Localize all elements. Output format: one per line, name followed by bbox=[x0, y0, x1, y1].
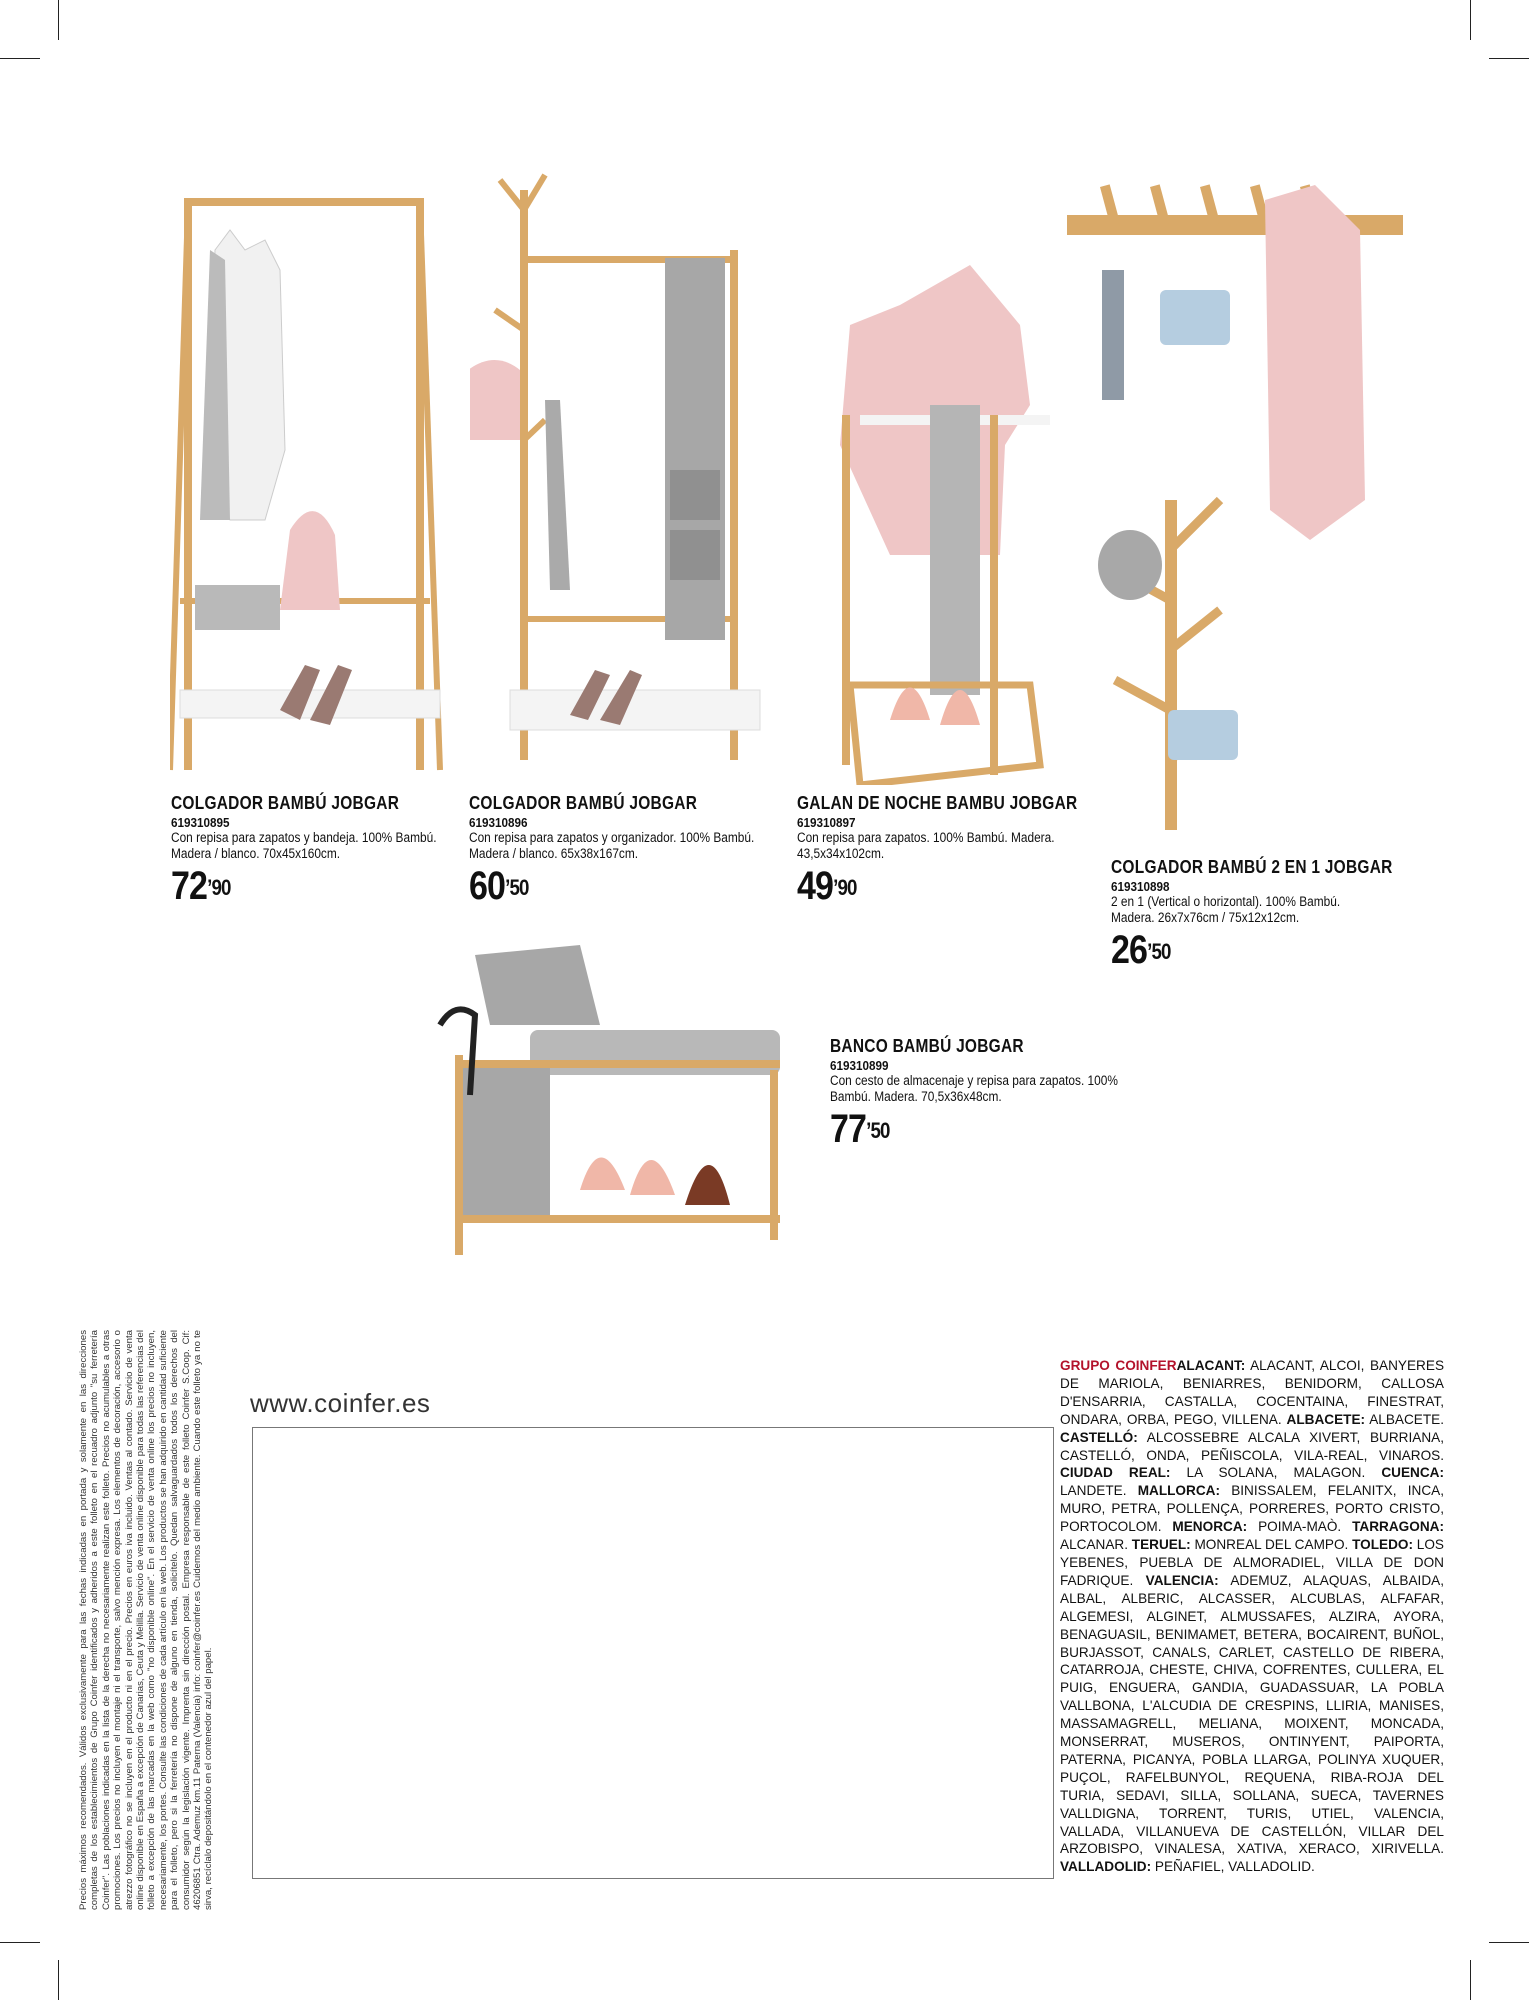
price-integer: 60 bbox=[469, 864, 506, 908]
region-label: CUENCA: bbox=[1381, 1465, 1445, 1481]
region-towns: LOS YEBENES, PUEBLA DE ALMORADIEL, VILLA DE DON FADRIQUE. bbox=[1060, 1537, 1444, 1588]
product-title: GALAN DE NOCHE BAMBU JOBGAR bbox=[797, 793, 1078, 813]
product-code: 619310895 bbox=[171, 815, 230, 830]
product-card-2 bbox=[469, 793, 769, 906]
store-locations-list bbox=[1060, 1357, 1444, 1876]
region-towns: ALACANT, ALCOI, BANYERES DE MARIOLA, BENIARRES, BENIDORM, CALLOSA D'ENSARRIA, CASTALLA, COCENTAINA, FINESTRAT, ONDARA, ORBA, PEGO, VILLENA. bbox=[1060, 1358, 1445, 1427]
region-label: VALLADOLID: bbox=[1060, 1859, 1152, 1875]
region-label: CIUDAD REAL: bbox=[1060, 1465, 1171, 1481]
region-towns: LANDETE. bbox=[1060, 1483, 1138, 1499]
crop-mark bbox=[1489, 58, 1529, 59]
product-description: Con repisa para zapatos y bandeja. 100% Bambú. Madera / blanco. 70x45x160cm. bbox=[171, 830, 437, 861]
crop-mark bbox=[1470, 0, 1471, 40]
crop-mark bbox=[1470, 1960, 1471, 2000]
product-image-bench bbox=[430, 945, 790, 1290]
product-code: 619310896 bbox=[469, 815, 528, 830]
product-image-organizer-rack bbox=[470, 170, 770, 780]
product-card-4 bbox=[1111, 857, 1411, 970]
price-integer: 72 bbox=[171, 864, 208, 908]
region-label: VALENCIA: bbox=[1145, 1572, 1219, 1588]
product-code: 619310899 bbox=[830, 1058, 889, 1073]
product-price bbox=[797, 866, 1052, 906]
region-label: TOLEDO: bbox=[1352, 1537, 1414, 1553]
region-label: ALACANT: bbox=[1176, 1358, 1246, 1373]
product-title: BANCO BAMBÚ JOBGAR bbox=[830, 1036, 1024, 1056]
product-card-1 bbox=[171, 793, 471, 906]
product-price bbox=[830, 1109, 1085, 1149]
price-decimal: ’50 bbox=[1147, 939, 1171, 964]
region-label: TARRAGONA: bbox=[1352, 1519, 1444, 1535]
legal-notice: Precios máximos recomendados. Válidos exclusivamente para las fechas indicadas en portada y solamente en las direcciones completas de los establecimientos de Grupo Coinfer identificados y adheridos a este folleto en el recuadro adjunto "su ferretería Coinfer". Las poblaciones indicadas en la lista de la derecha no necesariamente realizan este folleto. Precios no acumulables a otras promociones. Los precios no incluyen el montaje ni el transporte, salvo mención expresa. Los elementos de decoración, accesorio o atrezzo fotográfico no se incluyen en el producto ni en el precio. Precios en euros iva incluido. Ventas al contado. Servicio de venta online disponible en España a excepción de Canarias, Ceuta y Melilla. Servicio de venta online disponible para todas las referencias del folleto a excepción de las marcadas en la web como "no disponible online". En el servicio de venta online los precios no incluyen, necesariamente, los portes. Consulte las condiciones de cada artículo en la web. Los productos se han adquirido en cantidad suficiente para el folleto, pero si la ferretería no dispone de alguno en tienda, solicítelo. Quedan salvaguardados todos los derechos del consumidor según la legislación vigente. Imprenta sin dirección postal. Empresa responsable de este folleto Coinfer S.Coop. Cif: 46206851 Ctra. Ademuz km.11 Paterna (Valencia) info: coinfer@coinfer.es Cuidemos del medio ambiente. Cuando este folleto ya no te sirva, recíclalo depositándolo en el contenedor azul del papel. bbox=[78, 1330, 215, 1910]
crop-mark bbox=[58, 1960, 59, 2000]
region-label: MALLORCA: bbox=[1137, 1483, 1220, 1499]
crop-mark bbox=[0, 1942, 40, 1943]
region-towns: ALCOSSEBRE ALCALA XIVERT, BURRIANA, CASTELLÓ, ONDA, PEÑISCOLA, VILA-REAL, VINAROS. bbox=[1060, 1429, 1444, 1463]
product-image-valet-stand bbox=[830, 265, 1060, 785]
crop-mark bbox=[58, 0, 59, 40]
product-description: 2 en 1 (Vertical o horizontal). 100% Bambú. Madera. 26x7x76cm / 75x12x12cm. bbox=[1111, 894, 1341, 925]
region-towns: PEÑAFIEL, VALLADOLID. bbox=[1151, 1859, 1315, 1875]
region-towns: ADEMUZ, ALAQUAS, ALBAIDA, ALBAL, ALBERIC, ALCASSER, ALCUBLAS, ALFAFAR, ALGEMESI, ALGINET, ALMUSSAFES, ALZIRA, AYORA, BENAGUASIL, BENIMAMET, BETERA, BOCAIRENT, BUÑOL, BURJASSOT, CANALS, CARLET, CASTELLO DE RIBERA, CATARROJA, CHESTE, CHIVA, COFRENTES, CULLERA, EL PUIG, ENGUERA, GANDIA, GUADASSUAR, LA POBLA VALLBONA, L'ALCUDIA DE CRESPINS, LLIRIA, MANISES, MASSAMAGRELL, MELIANA, MOIXENT, MONCADA, MONSERRAT, MUSEROS, ONTINYENT, PAIPORTA, PATERNA, PICANYA, POBLA LLARGA, POLINYA XUQUER, PUÇOL, RAFELBUNYOL, REQUENA, RIBA-ROJA DEL TURIA, SEDAVI, SILLA, SOLLANA, SUECA, TAVERNES VALLDIGNA, TORRENT, TURIS, UTIEL, VALENCIA, VALLADA, VILLANUEVA DE CASTELLÓN, VILLAR DEL ARZOBISPO, VINALESA, XATIVA, XERACO, XIRIVELLA. bbox=[1060, 1572, 1444, 1857]
product-price bbox=[1111, 930, 1366, 970]
region-towns: ALCANAR. bbox=[1060, 1537, 1132, 1553]
product-title: COLGADOR BAMBÚ 2 EN 1 JOBGAR bbox=[1111, 857, 1393, 877]
region-towns: BINISSALEM, FELANITX, INCA, MURO, PETRA, POLLENÇA, PORRERES, PORTO CRISTO, PORTOCOLOM. bbox=[1060, 1483, 1444, 1535]
product-card-3 bbox=[797, 793, 1097, 906]
region-label: MENORCA: bbox=[1172, 1519, 1248, 1535]
product-price bbox=[171, 866, 426, 906]
crop-mark bbox=[1489, 1942, 1529, 1943]
website-url[interactable]: www.coinfer.es bbox=[250, 1388, 431, 1418]
region-towns: ALBACETE. bbox=[1365, 1411, 1445, 1427]
product-code: 619310897 bbox=[797, 815, 856, 830]
product-price bbox=[469, 866, 724, 906]
price-integer: 77 bbox=[830, 1107, 867, 1151]
price-decimal: ’50 bbox=[866, 1118, 890, 1143]
price-decimal: ’90 bbox=[207, 875, 231, 900]
product-card-5 bbox=[830, 1036, 1130, 1149]
product-title: COLGADOR BAMBÚ JOBGAR bbox=[469, 793, 698, 813]
region-towns: LA SOLANA, MALAGON. bbox=[1170, 1465, 1382, 1481]
crop-mark bbox=[0, 58, 40, 59]
region-label: TERUEL: bbox=[1131, 1537, 1191, 1553]
price-decimal: ’90 bbox=[833, 875, 857, 900]
price-integer: 26 bbox=[1111, 928, 1148, 972]
price-decimal: ’50 bbox=[505, 875, 529, 900]
product-title: COLGADOR BAMBÚ JOBGAR bbox=[171, 793, 400, 813]
region-towns: POIMA-MAÒ. bbox=[1247, 1519, 1353, 1535]
brand-name: GRUPO COINFER bbox=[1060, 1358, 1177, 1373]
product-image-clothes-rack bbox=[170, 190, 460, 780]
region-label: CASTELLÓ: bbox=[1060, 1429, 1138, 1445]
product-description: Con repisa para zapatos y organizador. 100% Bambú. Madera / blanco. 65x38x167cm. bbox=[469, 830, 755, 861]
region-towns: MONREAL DEL CAMPO. bbox=[1190, 1537, 1353, 1553]
price-integer: 49 bbox=[797, 864, 834, 908]
product-image-wall-hooks bbox=[1060, 170, 1410, 830]
product-description: Con repisa para zapatos. 100% Bambú. Madera. 43,5x34x102cm. bbox=[797, 830, 1055, 861]
product-description: Con cesto de almacenaje y repisa para zapatos. 100% Bambú. Madera. 70,5x36x48cm. bbox=[830, 1073, 1118, 1104]
store-stamp-box bbox=[252, 1427, 1054, 1879]
product-code: 619310898 bbox=[1111, 879, 1170, 894]
region-label: ALBACETE: bbox=[1286, 1411, 1366, 1427]
